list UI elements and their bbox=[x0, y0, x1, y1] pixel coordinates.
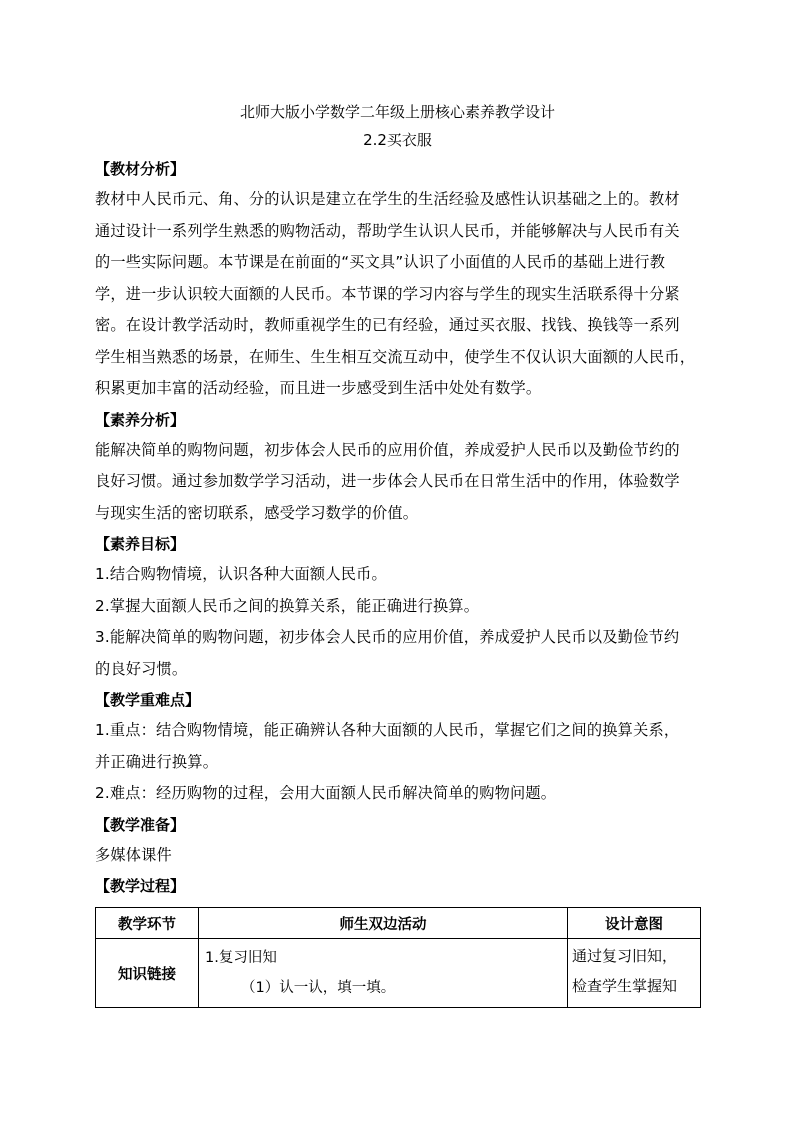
literacy-analysis-body bbox=[95, 435, 700, 530]
goal-item: 的良好习惯。 bbox=[95, 659, 188, 678]
teaching-process-table bbox=[95, 907, 701, 1008]
paragraph-line: 教材中人民币元、角、分的认识是建立在学生的生活经验及感性认识基础之上的。教材 bbox=[95, 190, 680, 208]
section-heading-preparation: 【教学准备】 bbox=[95, 815, 186, 834]
section-heading-key-points: 【教学重难点】 bbox=[95, 691, 201, 709]
goal-item: 3.能解决简单的购物问题，初步体会人民币的应用价值，养成爱护人民币以及勤俭节约 bbox=[95, 628, 680, 646]
activity-line: 1.复习旧知 bbox=[205, 950, 277, 966]
key-point-item: 1.重点：结合购物情境，能正确辨认各种大面额的人民币，掌握它们之间的换算关系， bbox=[95, 721, 680, 739]
paragraph-line: 密。在设计教学活动时，教师重视学生的已有经验，通过买衣服、找钱、换钱等一系列 bbox=[95, 316, 680, 334]
section-heading-literacy-analysis: 【素养分析】 bbox=[95, 410, 186, 429]
key-point-item: 2.难点：经历购物的过程，会用大面额人民币解决简单的购物问题。 bbox=[95, 784, 557, 802]
key-points-list bbox=[95, 715, 700, 810]
intent-line: 检查学生掌握知 bbox=[572, 977, 678, 995]
document-page bbox=[95, 100, 700, 1008]
column-header-activity: 师生双边活动 bbox=[199, 908, 568, 939]
document-title: 北师大版小学数学二年级上册核心素养教学设计 bbox=[239, 103, 555, 121]
intent-line: 通过复习旧知， bbox=[572, 947, 678, 965]
goal-item: 2.掌握大面额人民币之间的换算关系，能正确进行换算。 bbox=[95, 596, 480, 615]
preparation-text: 多媒体课件 bbox=[95, 845, 172, 864]
section-heading-process: 【教学过程】 bbox=[95, 877, 186, 895]
intent-cell bbox=[568, 939, 701, 1008]
activity-cell bbox=[199, 939, 568, 1008]
goal-item: 1.结合购物情境，认识各种大面额人民币。 bbox=[95, 565, 387, 583]
key-point-item: 并正确进行换算。 bbox=[95, 752, 219, 771]
document-subtitle: 2.2买衣服 bbox=[363, 131, 432, 149]
paragraph-line: 与现实生活的密切联系，感受学习数学的价值。 bbox=[95, 503, 419, 522]
paragraph-line: 能解决简单的购物问题，初步体会人民币的应用价值，养成爱护人民币以及勤俭节约的 bbox=[95, 440, 680, 459]
activity-line: （1）认一认，填一填。 bbox=[241, 980, 396, 996]
stage-cell: 知识链接 bbox=[96, 939, 199, 1008]
section-heading-literacy-goals: 【素养目标】 bbox=[95, 535, 186, 553]
paragraph-line: 通过设计一系列学生熟悉的购物活动，帮助学生认识人民币，并能够解决与人民币有关 bbox=[95, 221, 680, 240]
column-header-intent: 设计意图 bbox=[568, 908, 701, 939]
section-heading-textbook: 【教材分析】 bbox=[95, 160, 186, 178]
paragraph-line: 学，进一步认识较大面额的人民币。本节课的学习内容与学生的现实生活联系得十分紧 bbox=[95, 284, 680, 303]
paragraph-line: 积累更加丰富的活动经验，而且进一步感受到生活中处处有数学。 bbox=[95, 379, 542, 397]
column-header-stage: 教学环节 bbox=[96, 908, 199, 939]
table-header-row bbox=[96, 908, 701, 939]
literacy-goals-list bbox=[95, 559, 700, 685]
paragraph-line: 学生相当熟悉的场景，在师生、生生相互交流互动中，使学生不仅认识大面额的人民币， bbox=[95, 347, 696, 366]
table-row bbox=[96, 939, 701, 1008]
paragraph-line: 的一些实际问题。本节课是在前面的“买文具”认识了小面值的人民币的基础上进行教 bbox=[95, 253, 666, 271]
textbook-analysis-body bbox=[95, 184, 700, 405]
paragraph-line: 良好习惯。通过参加数学学习活动，进一步体会人民币在日常生活中的作用，体验数学 bbox=[95, 472, 680, 490]
